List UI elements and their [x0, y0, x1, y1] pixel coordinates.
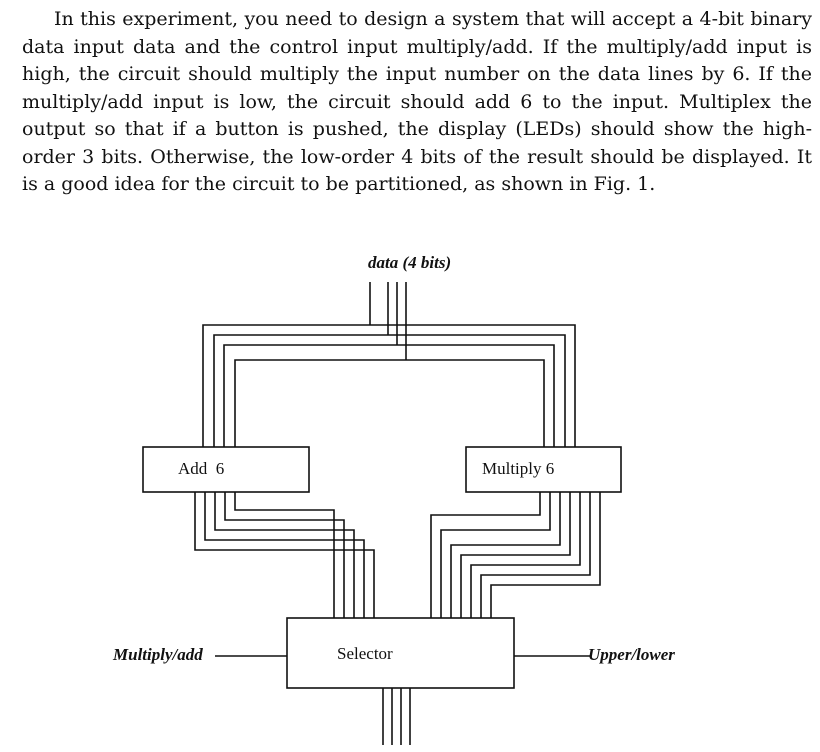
data-input-bus [370, 282, 406, 360]
selector-block [287, 618, 514, 688]
multiply-6-label: Multiply 6 [482, 459, 555, 478]
selector-label: Selector [337, 644, 393, 663]
add-6-label: Add 6 [178, 459, 225, 478]
instruction-paragraph: In this experiment, you need to design a system that will accept a 4-bit binary data input data and the control input multiply/add. If the multiply/add input is high, the circuit should multiply the input number on the data lines by 6. If the multiply/add input is low, the circuit should add 6 to the input. Multiplex the output so that if a button is pushed, the display (LEDs) should show the high-order 3 bits. Otherwise, the low-order 4 bits of the result should be displayed. It is a good idea for the circuit to be partitioned, as shown in Fig. 1. [22, 8, 812, 195]
upper-lower-label: Upper/lower [588, 645, 675, 664]
multiply-add-label: Multiply/add [113, 645, 203, 664]
multiply-output-bus [431, 492, 600, 618]
data-fanout-wires [203, 325, 575, 447]
selector-output-bus [383, 688, 410, 745]
add-6-block [143, 447, 309, 492]
data-bus-label: data (4 bits) [368, 253, 452, 272]
add-output-bus [195, 492, 374, 618]
